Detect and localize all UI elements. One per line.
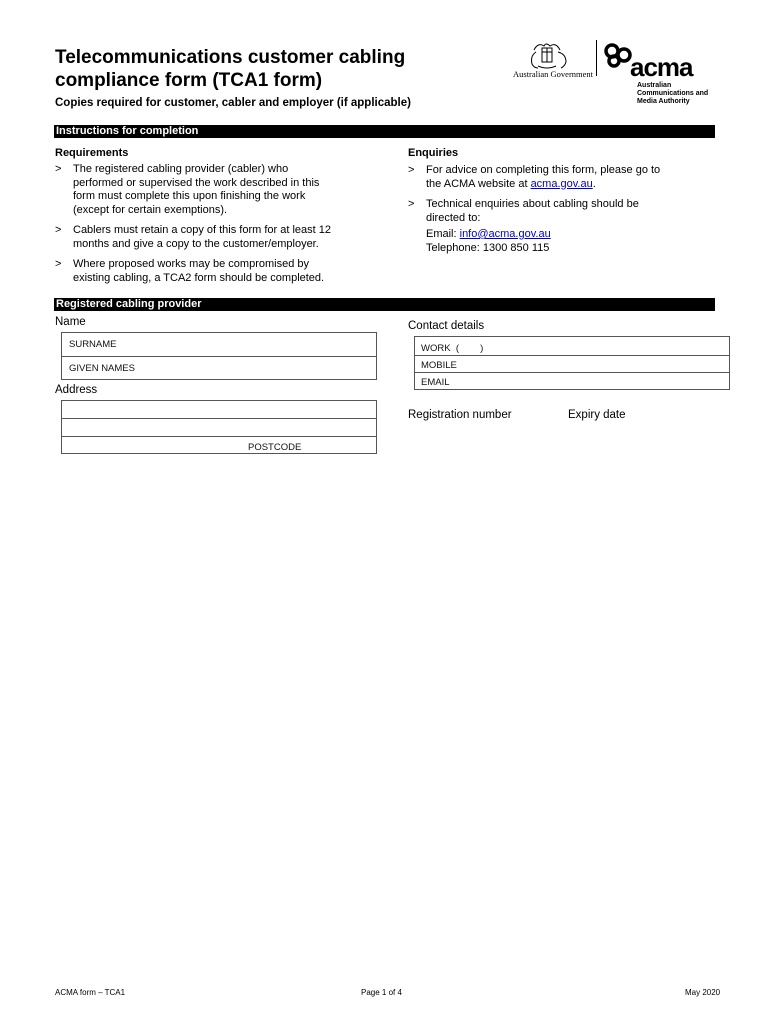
instructions-section-bar: Instructions for completion bbox=[54, 125, 715, 138]
address-label: Address bbox=[55, 384, 98, 396]
footer-page-number: Page 1 of 4 bbox=[361, 988, 402, 997]
government-logo-text: Australian Government bbox=[513, 69, 594, 79]
registration-number-label: Registration number bbox=[408, 409, 512, 421]
address-line1-input[interactable] bbox=[64, 402, 376, 418]
requirement-text: Cablers must retain a copy of this form for at least 12 months and give a copy to the customer/employer. bbox=[73, 224, 332, 250]
enquiries-heading: Enquiries bbox=[408, 147, 459, 159]
mobile-input[interactable] bbox=[470, 356, 729, 372]
address-line2-input[interactable] bbox=[64, 420, 376, 436]
postcode-label: POSTCODE bbox=[248, 442, 302, 453]
email-line bbox=[426, 228, 716, 242]
email-link[interactable]: info@acma.gov.au bbox=[459, 228, 551, 240]
requirement-text: The registered cabling provider (cabler) who performed or supervised the work described in this form must complete this upon finishing the work (except for certain exemptions). bbox=[73, 163, 320, 216]
telephone-line: Telephone: 1300 850 115 bbox=[426, 242, 550, 254]
given-names-label: GIVEN NAMES bbox=[69, 363, 135, 374]
enquiry-punct: . bbox=[592, 177, 596, 190]
name-label: Name bbox=[55, 316, 86, 328]
form-title: Telecommunications customer cabling compliance form (TCA1 form) bbox=[55, 47, 406, 91]
bullet-marker: > bbox=[55, 224, 62, 236]
address-divider bbox=[62, 436, 376, 437]
given-names-input[interactable] bbox=[150, 357, 376, 378]
email-field-label: EMAIL bbox=[421, 377, 450, 388]
postcode-input[interactable] bbox=[310, 438, 376, 454]
enquiry-text: Technical enquiries about cabling should be directed to: bbox=[426, 198, 639, 224]
footer-form-id: ACMA form – TCA1 bbox=[55, 988, 126, 997]
acma-website-link[interactable]: acma.gov.au bbox=[530, 177, 593, 190]
enquiry-text: For advice on completing this form, please go to the ACMA website at bbox=[426, 164, 661, 190]
address-divider bbox=[62, 418, 376, 419]
provider-section-bar: Registered cabling provider bbox=[54, 298, 715, 311]
bullet-marker: > bbox=[408, 198, 415, 210]
requirement-text: Where proposed works may be compromised by existing cabling, a TCA2 form should be completed. bbox=[73, 258, 325, 284]
surname-input[interactable] bbox=[150, 334, 376, 355]
bullet-marker: > bbox=[55, 163, 62, 175]
surname-label: SURNAME bbox=[69, 339, 117, 350]
logo-divider bbox=[596, 40, 597, 76]
acma-logo-wordmark: acma bbox=[630, 52, 693, 82]
bullet-marker: > bbox=[408, 164, 415, 176]
form-subtitle: Copies required for customer, cabler and employer (if applicable) bbox=[55, 97, 411, 109]
expiry-date-label: Expiry date bbox=[568, 409, 626, 421]
footer-date: May 2020 bbox=[685, 988, 721, 997]
mobile-label: MOBILE bbox=[421, 360, 457, 371]
email-label: Email: bbox=[426, 228, 460, 240]
work-phone-label: WORK ( ) bbox=[421, 343, 484, 354]
work-phone-input[interactable] bbox=[500, 338, 729, 354]
requirements-heading: Requirements bbox=[55, 147, 129, 159]
bullet-marker: > bbox=[55, 258, 62, 270]
email-input[interactable] bbox=[460, 373, 729, 389]
acma-logo-subtitle: Australian Communications and Media Authority bbox=[637, 82, 709, 105]
contact-details-label: Contact details bbox=[408, 320, 485, 332]
